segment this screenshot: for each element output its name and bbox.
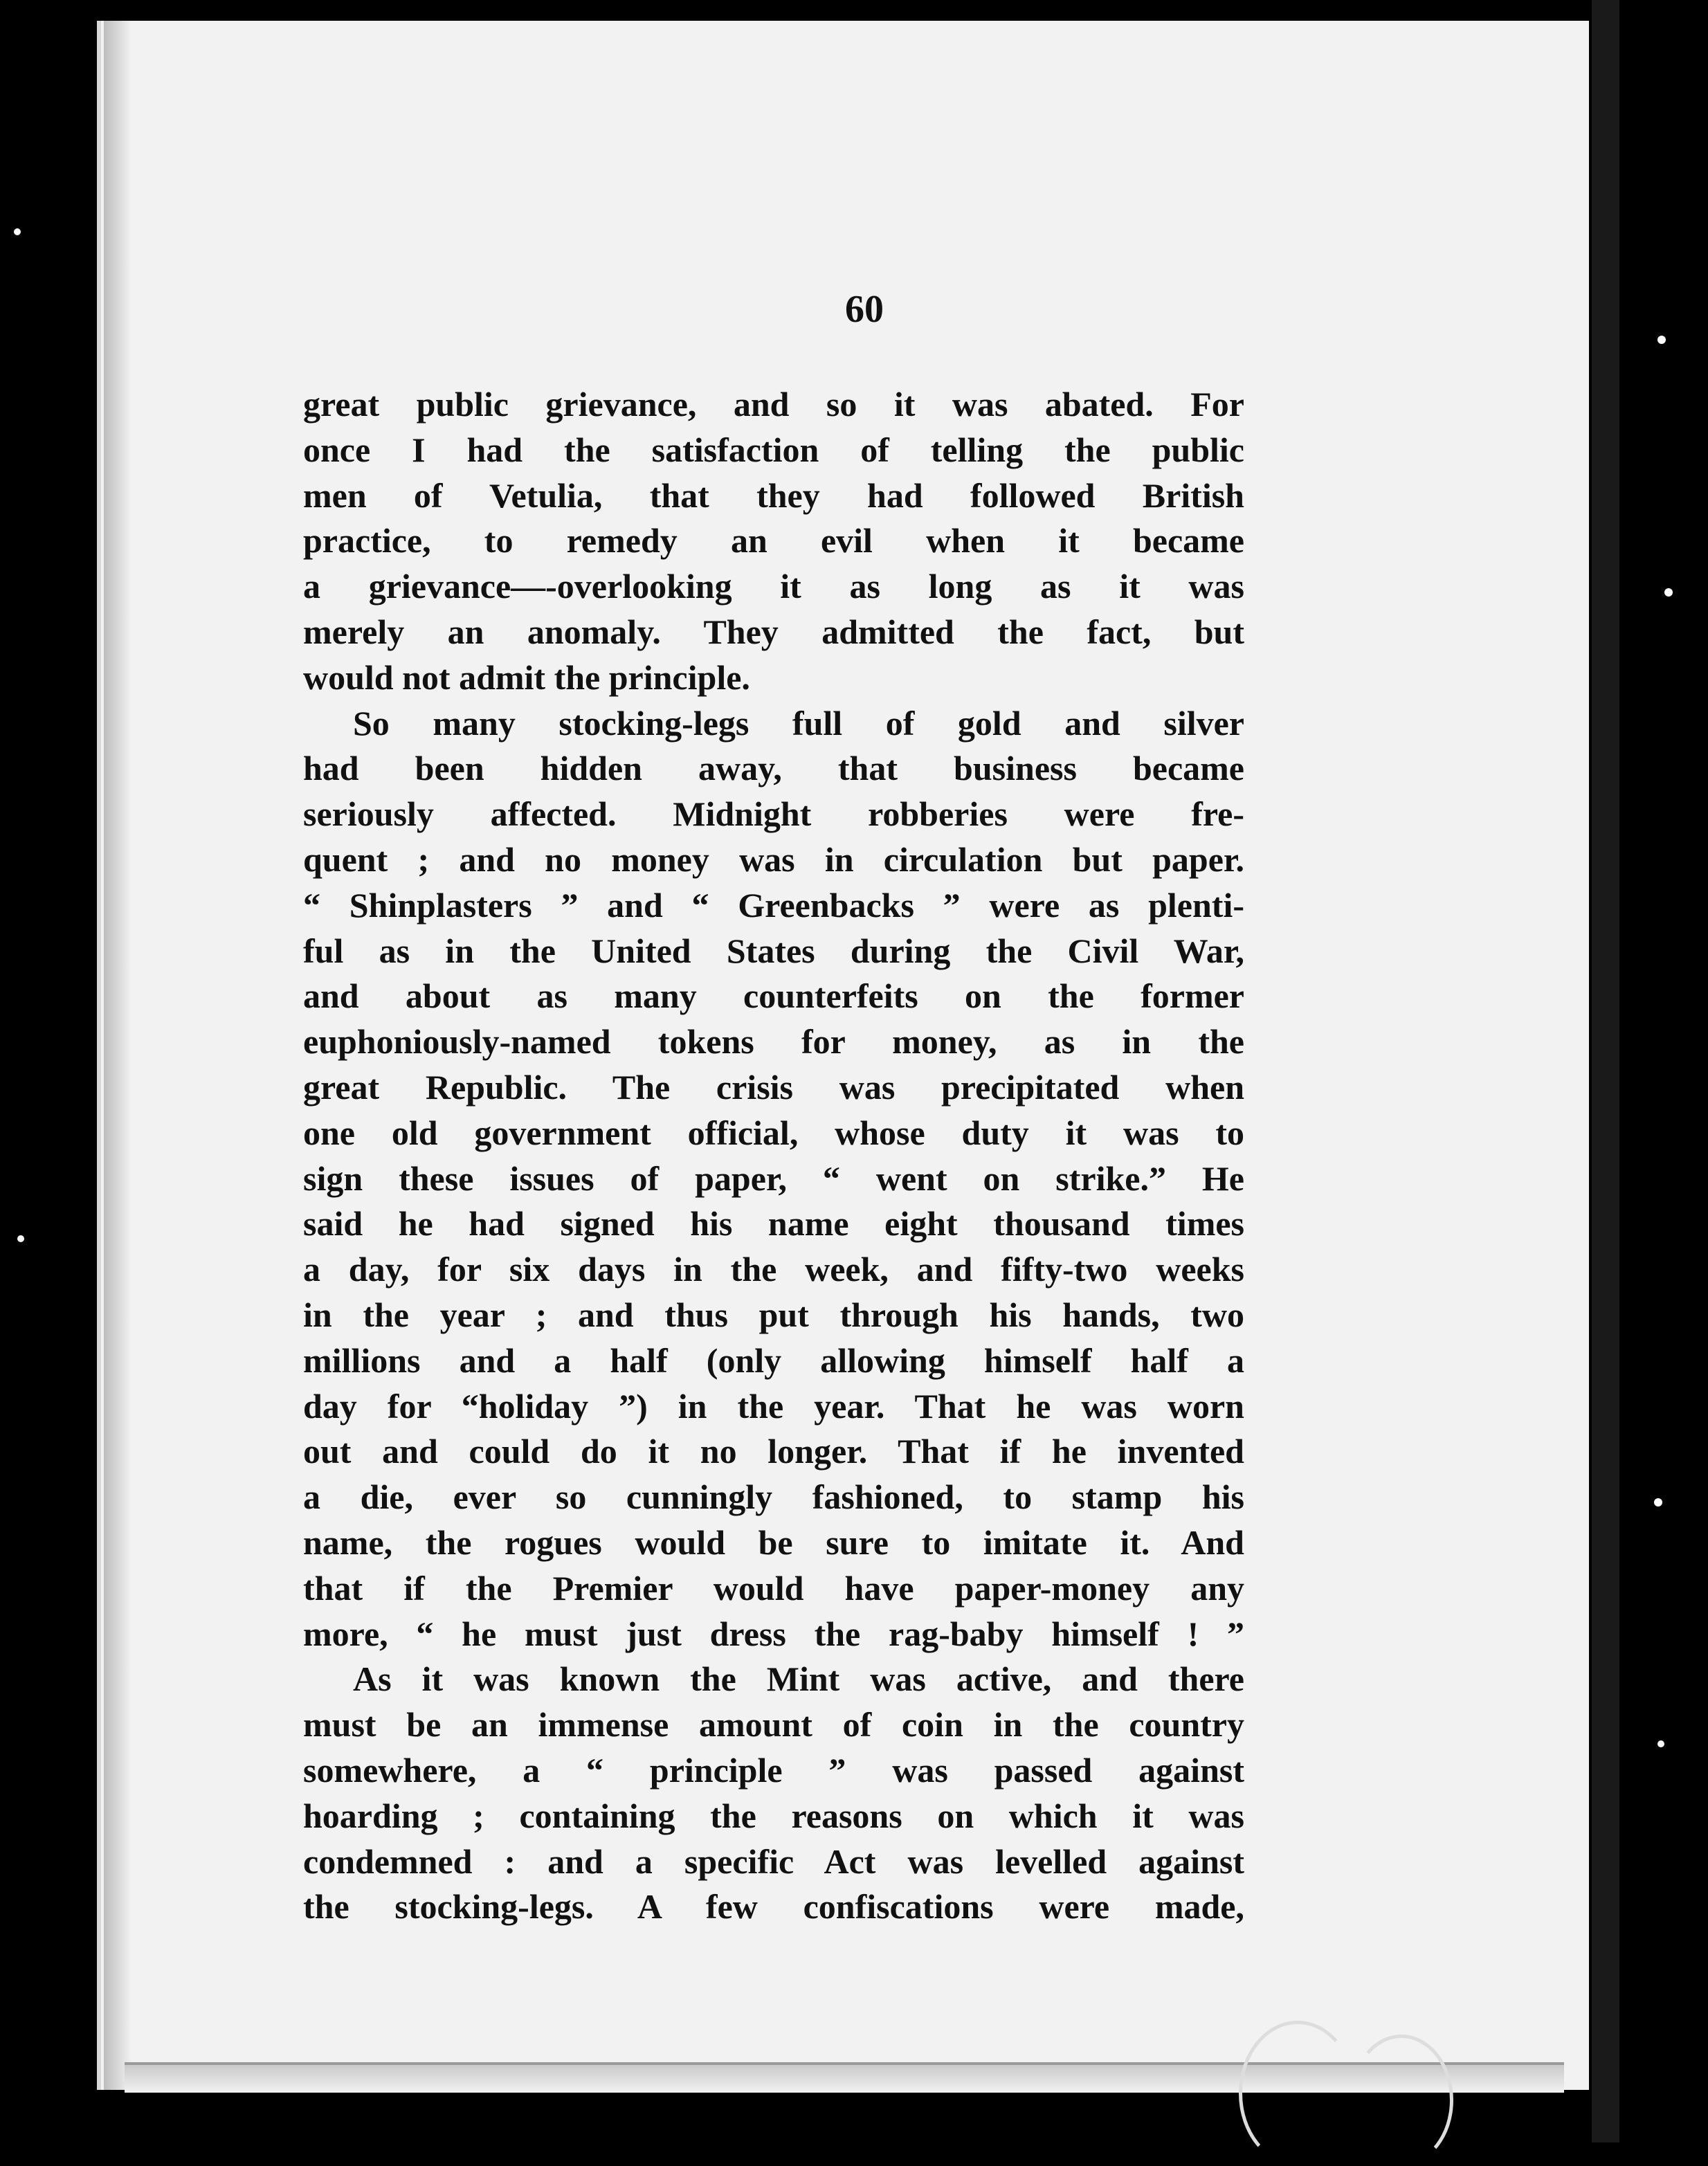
text-line: out and could do it no longer. That if he invented [303, 1432, 1244, 1471]
text-line: great public grievance, and so it was abated. For [303, 385, 1244, 424]
text-line: a die, ever so cunningly fashioned, to stamp his [303, 1477, 1244, 1517]
text-line: hoarding ; containing the reasons on which it was [303, 1796, 1244, 1835]
scan-speck [1654, 1498, 1662, 1507]
text-line: would not admit the principle. [303, 657, 750, 697]
text-line: seriously affected. Midnight robberies were fre- [303, 794, 1244, 834]
text-line: millions and a half (only allowing himself half a [303, 1340, 1244, 1380]
text-line: So many stocking-legs full of gold and silver [353, 703, 1244, 743]
text-line: a grievance—-overlooking it as long as it was [303, 567, 1244, 606]
scan-speck [17, 1235, 24, 1242]
text-line: said he had signed his name eight thousand times [303, 1204, 1244, 1244]
text-line: great Republic. The crisis was precipitated when [303, 1067, 1244, 1107]
body-text [303, 382, 1244, 1930]
text-line: quent ; and no money was in circulation but paper. [303, 839, 1244, 879]
scan-speck [1657, 336, 1666, 344]
text-line: day for “holiday ”) in the year. That he was worn [303, 1386, 1244, 1426]
text-line: one old government official, whose duty it was to [303, 1113, 1244, 1152]
text-line: in the year ; and thus put through his hands, two [303, 1295, 1244, 1334]
text-line: practice, to remedy an evil when it became [303, 521, 1244, 561]
scan-speck [14, 228, 21, 235]
text-line: had been hidden away, that business became [303, 749, 1244, 788]
text-line: name, the rogues would be sure to imitate it. And [303, 1522, 1244, 1562]
text-line: ful as in the United States during the Civil War, [303, 931, 1244, 970]
scan-artifact [1350, 2035, 1453, 2166]
text-line: once I had the satisfaction of telling the public [303, 430, 1244, 469]
text-line: merely an anomaly. They admitted the fact, but [303, 612, 1244, 651]
text-line: men of Vetulia, that they had followed British [303, 475, 1244, 515]
text-line: a day, for six days in the week, and fifty-two weeks [303, 1250, 1244, 1289]
text-line: condemned : and a specific Act was levelled against [303, 1841, 1244, 1881]
text-line: and about as many counterfeits on the former [303, 976, 1244, 1016]
text-line: As it was known the Mint was active, and there [353, 1659, 1244, 1699]
text-line: must be an immense amount of coin in the country [303, 1705, 1244, 1745]
scan-speck [1657, 1740, 1664, 1747]
text-line: that if the Premier would have paper-money any [303, 1568, 1244, 1608]
text-line: euphoniously-named tokens for money, as in the [303, 1022, 1244, 1062]
scan-speck [1664, 588, 1673, 597]
text-line: “ Shinplasters ” and “ Greenbacks ” were as plenti- [303, 885, 1244, 925]
text-line: sign these issues of paper, “ went on strike.” He [303, 1158, 1244, 1198]
scan-artifact [1239, 2021, 1356, 2166]
page-number: 60 [845, 288, 884, 331]
text-line: more, “ he must just dress the rag-baby himself ! ” [303, 1614, 1244, 1653]
text-line: somewhere, a “ principle ” was passed against [303, 1750, 1244, 1790]
text-line: the stocking-legs. A few confiscations were made, [303, 1887, 1244, 1927]
